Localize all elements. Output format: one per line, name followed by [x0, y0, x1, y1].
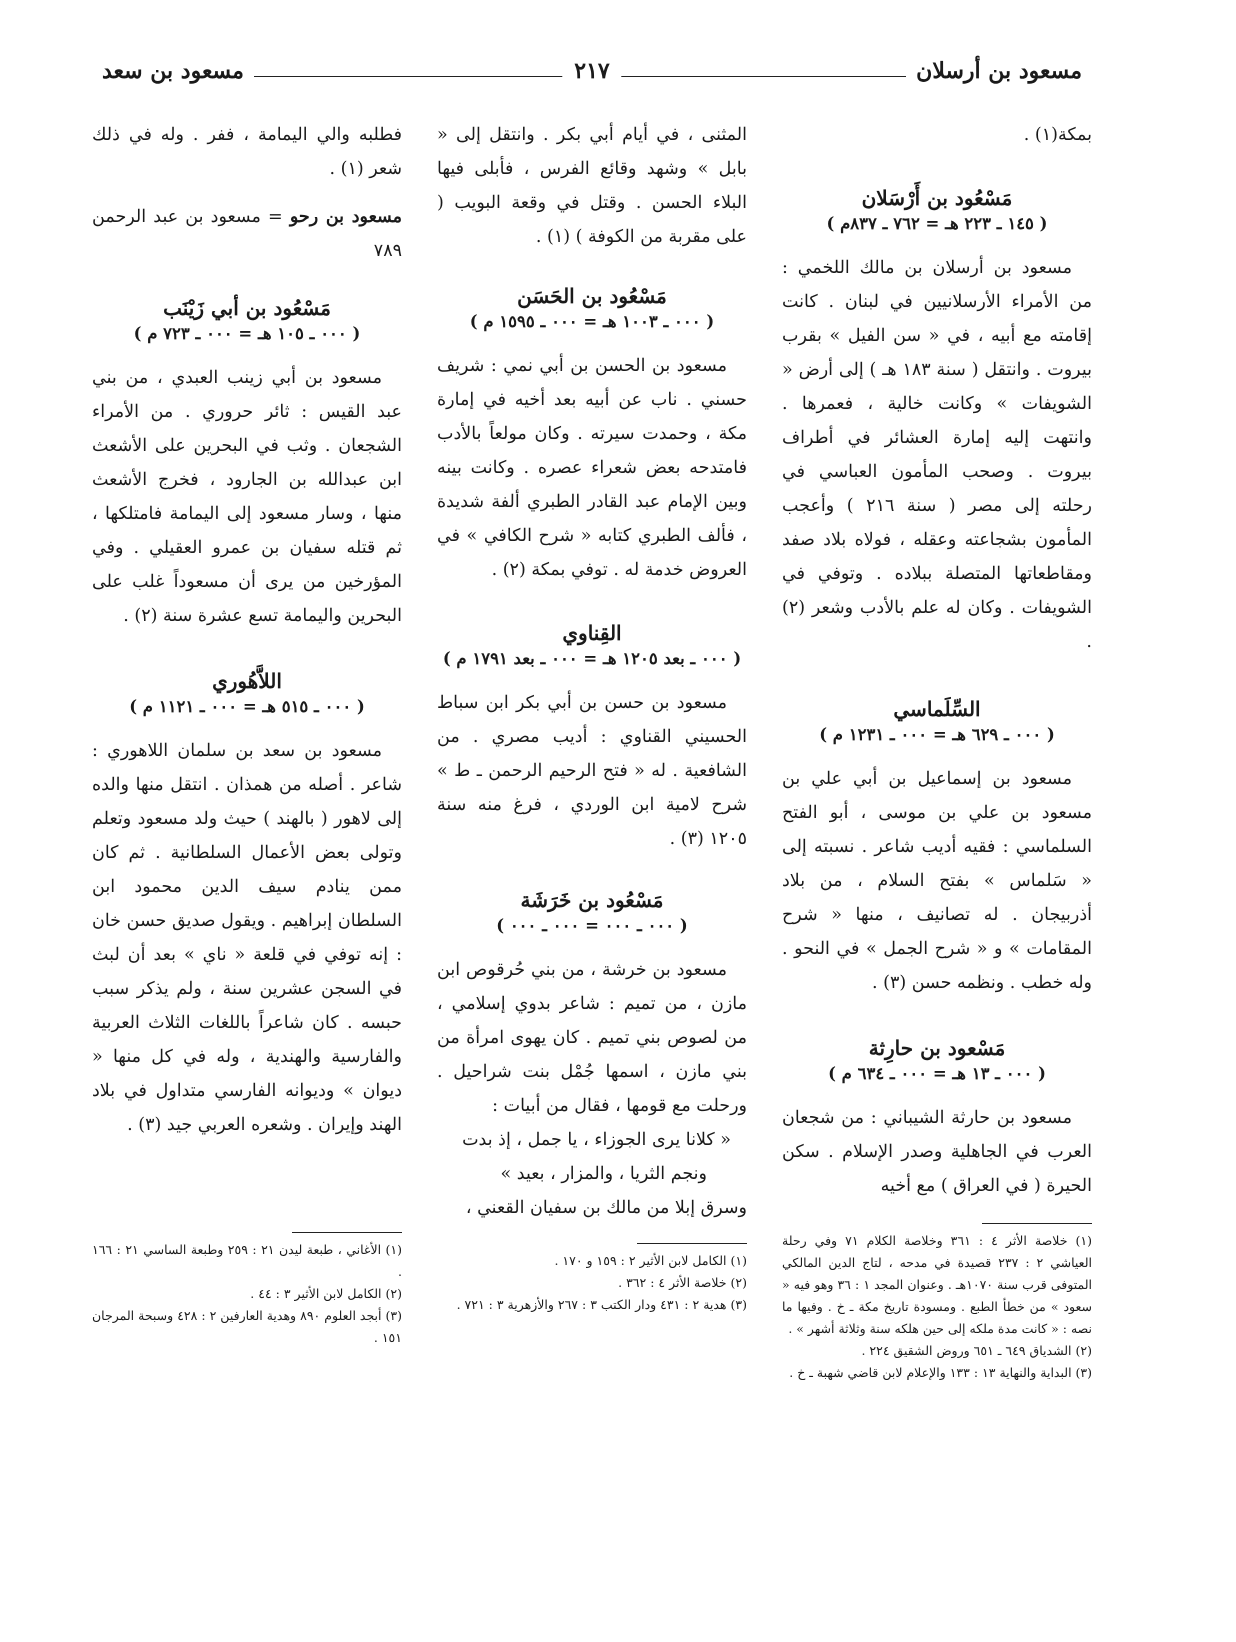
entry-masud-ibn-arslan [782, 186, 1092, 659]
entry-dates: ( ١٤٥ ـ ٢٢٣ هـ = ٧٦٢ ـ ٨٣٧م ) [826, 214, 1048, 233]
continuation-text: المثنى ، في أيام أبي بكر . وانتقل إلى « بابل » وشهد وقائع الفرس ، فأبلى فيها البلاء الحسن . وقتل في وقعة البويب ( على مقربة من الكوفة ) (١) . [437, 125, 747, 247]
entry-masud-ibn-abi-zaynab [92, 296, 402, 633]
entry-dates: ( ٠٠٠ ـ ١٠٠٣ هـ = ٠٠٠ ـ ١٥٩٥ م ) [469, 312, 715, 331]
entry-dates: ( ٠٠٠ ـ ٠٠٠ = ٠٠٠ ـ ٠٠٠ ) [496, 916, 688, 935]
entry-title: السِّلَماسي [893, 697, 981, 721]
entry-dates: ( ٠٠٠ ـ بعد ١٢٠٥ هـ = ٠٠٠ ـ بعد ١٧٩١ م ) [442, 649, 742, 668]
entry-title: مَسْعُود بن أبي زَيْنَب [163, 296, 331, 320]
page-number: ٢١٧ [562, 58, 621, 84]
continuation-text: بمكة(١) . [1023, 125, 1092, 145]
entry-text: مسعود بن أرسلان بن مالك اللخمي : من الأمراء الأرسلانيين في لبنان . كانت إقامته مع أبيه ، في « سن الفيل » بقرب بيروت . وانتقل ( سنة ١٨٣ هـ ) إلى أرض « الشويفات » وكانت خالية ، فعمرها . وانتهت إليه إمارة العشائر في أطراف بيروت . وصحب المأمون العباسي في رحلته إلى مصر ( سنة ٢١٦ ) وأعجب المأمون بشجاعته وعقله ، فولاه بلاد صفد ومقاطعاتها المتصلة ببلاده . وتوفي في الشويفات . وكان له علم بالأدب وشعر (٢) . [782, 258, 1092, 652]
header-left-title: مسعود بن سعد [92, 58, 254, 84]
footnote: (٣) أبجد العلوم ٨٩٠ وهدية العارفين ٢ : ٤٢٨ وسبحة المرجان ١٥١ . [92, 1308, 402, 1345]
footnote: (٢) خلاصة الأثر ٤ : ٣٦٢ . [618, 1275, 747, 1290]
entry-dates: ( ٠٠٠ ـ ١٠٥ هـ = ٠٠٠ ـ ٧٢٣ م ) [133, 324, 361, 343]
footnotes [92, 1239, 402, 1349]
footnote: (٣) هدية ٢ : ٤٣١ ودار الكتب ٣ : ٢٦٧ والأزهرية ٣ : ٧٢١ . [456, 1297, 747, 1312]
footnote-divider [982, 1223, 1092, 1224]
column-right [782, 118, 1092, 1384]
entry-masud-ibn-al-hasan [437, 284, 747, 587]
footnote: (١) الكامل لابن الأثير ٢ : ١٥٩ و ١٧٠ . [554, 1253, 747, 1268]
entry-text: مسعود بن الحسن بن أبي نمي : شريف حسني . ناب عن أبيه بعد أخيه في إمارة مكة ، وحمدت سيرته . وكان مولعاً بالأدب فامتدحه بعض شعراء عصره . وكانت بينه وبين الإمام عبد القادر الطبري ألفة شديدة ، فألف الطبري كتابه « شرح الكافي » في العروض خدمة له . توفي بمكة (٢) . [437, 356, 747, 580]
entry-masud-ibn-kharasha [437, 888, 747, 1225]
entry-dates: ( ٠٠٠ ـ ٥١٥ هـ = ٠٠٠ ـ ١١٢١ م ) [129, 697, 365, 716]
entry-title: مَسْعود بن حارِثة [868, 1036, 1006, 1060]
entry-title: مَسْعُود بن الحَسَن [517, 284, 667, 308]
footnotes [437, 1250, 747, 1316]
footnote: (٣) البداية والنهاية ١٣ : ١٣٣ والإعلام لابن قاضي شهبة ـ خ . [789, 1365, 1092, 1380]
entry-text: مسعود بن حارثة الشيباني : من شجعان العرب في الجاهلية وصدر الإسلام . سكن الحيرة ( في العراق ) مع أخيه [782, 1108, 1092, 1196]
entry-dates: ( ٠٠٠ ـ ٦٢٩ هـ = ٠٠٠ ـ ١٢٣١ م ) [819, 725, 1055, 744]
column-left [92, 118, 402, 1349]
footnote: (٢) الكامل لابن الأثير ٣ : ٤٤ . [250, 1286, 402, 1301]
entry-title: مَسْعُود بن أَرْسَلان [861, 186, 1013, 210]
entry-text: مسعود بن حسن بن أبي بكر ابن سباط الحسيني القناوي : أديب مصري . من الشافعية . له « فتح الرحيم الرحمن ـ ط » شرح لامية ابن الوردي ، فرغ منه سنة ١٢٠٥ (٣) . [437, 693, 747, 849]
entry-text: مسعود بن سعد بن سلمان اللاهوري : شاعر . أصله من همذان . انتقل منها والده إلى لاهور ( بالهند ) حيث ولد مسعود وتعلم وتولى بعض الأعمال السلطانية . ثم كان ممن ينادم سيف الدين محمود ابن السلطان إبراهيم . ويقول صديق حسن خان : إنه توفي في قلعة « ناي » بعد أن لبث في السجن عشرين سنة ، ولم يذكر سبب حبسه . كان شاعراً باللغات الثلاث العربية والفارسية والهندية ، وله في كل منها « ديوان » وديوانه الفارسي متداول في بلاد الهند وإيران . وشعره العربي جيد (٣) . [92, 741, 402, 1135]
footnote-divider [292, 1232, 402, 1233]
footnote: (١) خلاصة الأثر ٤ : ٣٦١ وخلاصة الكلام ٧١ وفي رحلة العياشي ٢ : ٢٣٧ قصيدة في مدحه ، لتاج الدين المالكي المتوفى قرب سنة ١٠٧٠هـ . وعنوان المجد ١ : ٣٦ وهو فيه « سعود » من خطأ الطبع . ومسودة تاريخ مكة ـ خ . وفيها ما نصه : « كانت مدة ملكه إلى حين هلكه سنة وثلاثة أشهر » . [782, 1233, 1093, 1336]
running-header [92, 58, 1092, 98]
cross-reference-head: مسعود بن رحو [289, 207, 402, 227]
poem-line: ونجم الثريا ، والمزار ، بعيد » [500, 1164, 707, 1184]
entry-title: مَسْعُود بن خَرَشَة [520, 888, 664, 912]
entry-qinawi [437, 621, 747, 856]
column-middle [437, 118, 747, 1316]
entry-title: القِناوي [562, 621, 622, 645]
header-right-title: مسعود بن أرسلان [906, 58, 1092, 84]
entry-salamasi [782, 697, 1092, 1000]
cross-reference [92, 200, 402, 268]
entry-text: وسرق إبلا من مالك بن سفيان القعني ، [465, 1198, 747, 1218]
footnote: (١) الأغاني ، طبعة ليدن ٢١ : ٢٥٩ وطبعة الساسي ٢١ : ١٦٦ . [92, 1242, 402, 1279]
continuation-text: فطلبه والي اليمامة ، ففر . وله في ذلك شعر (١) . [92, 125, 402, 179]
footnotes [782, 1230, 1092, 1384]
cross-reference-target: = مسعود بن عبد الرحمن ٧٨٩ [92, 207, 402, 261]
footnote-divider [637, 1243, 747, 1244]
entry-masud-ibn-haritha [782, 1036, 1092, 1203]
poem-line: « كلانا يرى الجوزاء ، يا جمل ، إذ بدت [462, 1130, 731, 1150]
entry-text: مسعود بن إسماعيل بن أبي علي بن مسعود بن علي بن موسى ، أبو الفتح السلماسي : فقيه أديب شاعر . نسبته إلى « سَلماس » بفتح السلام ، من بلاد أذربيجان . له تصانيف ، منها « شرح المقامات » و « شرح الجمل » في النحو . وله خطب . ونظمه حسن (٣) . [782, 769, 1092, 993]
entry-text: مسعود بن أبي زينب العبدي ، من بني عبد القيس : ثائر حروري . من الأمراء الشجعان . وثب في البحرين على الأشعث ابن عبدالله بن الجارود ، فخرج الأشعث منها ، وسار مسعود إلى اليمامة فامتلكها ، ثم قتله سفيان بن عمرو العقيلي . وفي المؤرخين من يرى أن مسعوداً غلب على البحرين واليمامة تسع عشرة سنة (٢) . [92, 368, 402, 626]
entry-text: مسعود بن خرشة ، من بني حُرقوص ابن مازن ، من تميم : شاعر بدوي إسلامي ، من لصوص بني تميم . كان يهوى امرأة من بني مازن ، اسمها جُمْل بنت شراحيل . ورحلت مع قومها ، فقال من أبيات : [437, 960, 747, 1116]
entry-title: اللاَّهُوري [212, 669, 282, 693]
footnote: (٢) الشدياق ٦٤٩ ـ ٦٥١ وروض الشقيق ٢٢٤ . [861, 1343, 1092, 1358]
entry-dates: ( ٠٠٠ ـ ١٣ هـ = ٠٠٠ ـ ٦٣٤ م ) [828, 1064, 1046, 1083]
entry-lahouri [92, 669, 402, 1142]
